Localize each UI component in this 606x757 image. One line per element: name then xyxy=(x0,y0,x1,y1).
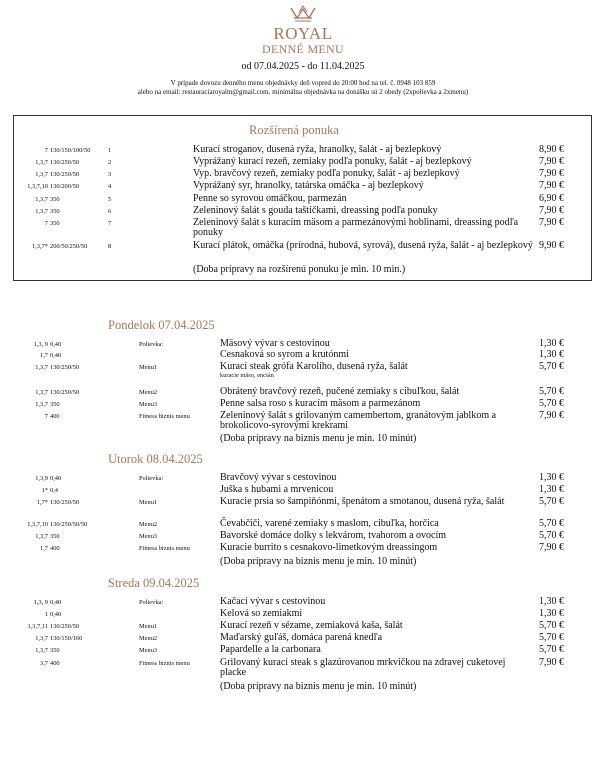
dish-description: Cesnaková so syrom a krutónmi xyxy=(220,349,349,360)
dish-price: 5,70 € xyxy=(539,530,564,541)
portion-weight: 130/250/50/50 xyxy=(50,521,88,528)
portion-weight: 400 xyxy=(50,660,60,667)
item-number: 7 xyxy=(108,220,112,227)
portion-weight: 350 xyxy=(50,533,60,540)
allergens: 1,7 xyxy=(40,545,48,552)
portion-weight: 130/250/50 xyxy=(50,171,80,178)
dish-description: Kurací stroganov, dusená ryža, hranolky, šalát - aj bezlepkový xyxy=(193,144,442,155)
portion-weight: 130/250/50 xyxy=(50,623,80,630)
allergens: 1,7* xyxy=(36,499,48,506)
dish-price: 7,90 € xyxy=(539,657,564,668)
notice-line-1: V prípade dovozu denného menu objednávky deň vopred do 20:00 hod na tel. č. 0948 103 859 xyxy=(170,79,436,87)
portion-weight: 0,4 xyxy=(50,487,58,494)
portion-weight: 130/250/50 xyxy=(50,389,80,396)
menu-subtitle: DENNÉ MENU xyxy=(262,42,344,56)
dish-price: 9,90 € xyxy=(539,240,564,251)
menu-category: Menu2 xyxy=(139,635,158,642)
menu-category: Menu1 xyxy=(139,499,158,506)
menu-category: Polievka: xyxy=(139,341,164,348)
dish-description: Zeleninový šalát s kuracím mäsom a parmezánovými hoblinami, dreassing podľa ponuky xyxy=(193,217,519,238)
allergens: 1,7 xyxy=(40,352,48,359)
dish-price: 7,90 € xyxy=(539,205,564,216)
portion-weight: 0,40 xyxy=(50,341,62,348)
dish-description: Čevabčiči, varené zemiaky s maslom, cibuľka, horčica xyxy=(220,518,439,529)
allergens: 1* xyxy=(41,487,48,494)
dish-description: Kuracie burrito s cesnakovo-limetkovým dreassingom xyxy=(220,542,438,553)
allergens: 1,3,7 xyxy=(35,401,48,408)
dish-description: Kuracie prsia so šampiňónmi, špenátom a smotanou, dusená ryža, šalát xyxy=(220,496,505,507)
item-number: 6 xyxy=(108,208,112,215)
dish-price: 5,70 € xyxy=(539,620,564,631)
dish-price: 5,70 € xyxy=(539,632,564,643)
dish-description: Kačací vývar s cestovinou xyxy=(220,596,326,607)
allergens: 1,3,7 xyxy=(35,635,48,642)
menu-category: Menu1 xyxy=(139,623,158,630)
menu-category: Fitness biznis menu xyxy=(139,545,190,552)
portion-weight: 130/200/50 xyxy=(50,183,80,190)
item-number: 8 xyxy=(108,243,112,250)
dish-price: 5,70 € xyxy=(539,496,564,507)
menu-category: Menu2 xyxy=(139,521,158,528)
preparation-note: (Doba prípravy na biznis menu je min. 10 minút) xyxy=(220,433,417,444)
dish-description: Papardelle a la carbonara xyxy=(220,644,321,655)
dish-price: 7,90 € xyxy=(539,180,564,191)
portion-weight: 350 xyxy=(50,220,60,227)
dish-price: 5,70 € xyxy=(539,518,564,529)
allergens: 1,3,7 xyxy=(35,196,48,203)
portion-weight: 130/150/100/50 xyxy=(50,147,91,154)
allergens: 1,3,7 xyxy=(35,389,48,396)
dish-price: 5,70 € xyxy=(539,361,564,372)
menu-category: Polievka: xyxy=(139,599,164,606)
allergens: 7 xyxy=(44,147,48,154)
allergens: 1,3,7,10 xyxy=(27,183,48,190)
item-number: 1 xyxy=(108,147,112,154)
menu-category: Menu3 xyxy=(139,533,158,540)
item-number: 2 xyxy=(108,159,112,166)
dish-price: 1,30 € xyxy=(539,596,564,607)
dish-price: 1,30 € xyxy=(539,472,564,483)
allergens: 3,7 xyxy=(40,660,48,667)
portion-weight: 130/150/160 xyxy=(50,635,83,642)
dish-description: Zeleninový šalát s grilovaným camembertom, granátovým jablkom a brokolicovo-syrovými krekrami xyxy=(220,410,497,431)
dish-description: Vyprážaný syr, hranolky, tatárska omáčka - aj bezlepkový xyxy=(193,180,424,191)
item-number: 4 xyxy=(108,183,112,190)
dish-price: 1,30 € xyxy=(539,349,564,360)
dish-price: 8,90 € xyxy=(539,144,564,155)
dish-price: 5,70 € xyxy=(539,386,564,397)
portion-weight: 0,40 xyxy=(50,599,62,606)
day-title: Pondelok 07.04.2025 xyxy=(108,318,215,332)
allergens: 1,3,7 xyxy=(35,208,48,215)
allergens: 1,3,7 xyxy=(35,159,48,166)
portion-weight: 350 xyxy=(50,208,60,215)
dish-description: Bravčový vývar s cestovinou xyxy=(220,472,337,483)
dish-price: 7,90 € xyxy=(539,156,564,167)
preparation-note: (Doba prípravy na rozšírenú ponuku je min. 10 min.) xyxy=(193,264,406,275)
dish-price: 7,90 € xyxy=(539,542,564,553)
item-number: 5 xyxy=(108,196,112,203)
portion-weight: 350 xyxy=(50,401,60,408)
date-range: od 07.04.2025 - do 11.04.2025 xyxy=(241,61,365,72)
allergens: 1,3, 9 xyxy=(33,599,48,606)
portion-weight: 0,40 xyxy=(50,611,62,618)
allergens: 1,3,7,10 xyxy=(27,521,48,528)
portion-weight: 350 xyxy=(50,647,60,654)
portion-weight: 130/250/50 xyxy=(50,159,80,166)
menu-category: Menu2 xyxy=(139,389,158,396)
dish-description: Penne so syrovou omáčkou, parmezán xyxy=(193,193,347,204)
dish-description: Grilovaný kurací steak s glazúrovanou mrkvičkou na zdravej cuketovej placke xyxy=(220,657,506,678)
day-title: Streda 09.04.2025 xyxy=(108,576,200,590)
allergens: 1,3,7 xyxy=(35,171,48,178)
allergens: 7 xyxy=(44,220,48,227)
dish-description: Vyp. bravčový rezeň, zemiaky podľa ponuky, šalát - aj bezlepkový xyxy=(193,168,460,179)
allergens: 1,3,7 xyxy=(35,647,48,654)
portion-weight: 400 xyxy=(50,545,60,552)
allergens: 1,3,7,11 xyxy=(27,623,48,630)
menu-category: Polievka: xyxy=(139,475,164,482)
dish-subtext: kuracie mäso, encián xyxy=(220,372,274,379)
dish-price: 1,30 € xyxy=(539,338,564,349)
crown-logo-icon xyxy=(288,4,318,24)
portion-weight: 130/250/50 xyxy=(50,364,80,371)
preparation-note: (Doba prípravy na biznis menu je min. 10 minút) xyxy=(220,556,417,567)
item-number: 3 xyxy=(108,171,112,178)
allergens: 7 xyxy=(44,413,48,420)
dish-description: Maďarský guľáš, domáca parená knedľa xyxy=(220,632,383,643)
portion-weight: 0,40 xyxy=(50,352,62,359)
menu-category: Menu1 xyxy=(139,364,158,371)
allergens: 1,3, 9 xyxy=(33,341,48,348)
menu-category: Fitness biznis menu xyxy=(139,660,190,667)
allergens: 1,3,9 xyxy=(35,475,48,482)
portion-weight: 400 xyxy=(50,413,60,420)
dish-price: 5,70 € xyxy=(539,398,564,409)
menu-category: Fitness biznis menu xyxy=(139,413,190,420)
dish-description: Kelová so zemiakmi xyxy=(220,608,303,619)
allergens: 1,3,7 xyxy=(35,533,48,540)
portion-weight: 350 xyxy=(50,196,60,203)
dish-price: 1,30 € xyxy=(539,608,564,619)
dish-description: Zeleninový šalát s gouda taštičkami, dreassing podľa ponuky xyxy=(193,205,438,216)
portion-weight: 200/50/250/50 xyxy=(50,243,88,250)
portion-weight: 130/250/50 xyxy=(50,499,80,506)
dish-price: 7,90 € xyxy=(539,217,564,228)
day-title: Utorok 08.04.2025 xyxy=(108,452,203,466)
portion-weight: 0,40 xyxy=(50,475,62,482)
allergens: 1 xyxy=(44,611,48,618)
menu-category: Menu3 xyxy=(139,647,158,654)
notice-line-2: alebo na email: restauraciaroyalm@gmail.com, minimálna objednávka na donášku sú 2 obedy (2xpolievka a 2xmenu) xyxy=(137,88,469,96)
preparation-note: (Doba prípravy na biznis menu je min. 10 minút) xyxy=(220,681,417,692)
delivery-notice xyxy=(0,79,606,97)
dish-price: 7,90 € xyxy=(539,168,564,179)
menu-header xyxy=(0,0,606,97)
brand-name: ROYAL xyxy=(273,24,333,43)
dish-price: 5,70 € xyxy=(539,644,564,655)
dish-description: Mäsový vývar s cestovinou xyxy=(220,338,330,349)
extended-menu-title: Rozšírená ponuka xyxy=(249,123,339,137)
dish-description: Kurací plátok, omáčka (prírodná, hubová, syrová), dusená ryža, šalát - aj bezlepkový xyxy=(193,240,533,251)
dish-description: Bavorské domáce dolky s lekvárom, tvahorom a ovocím xyxy=(220,530,447,541)
dish-description: Kurací steak grófa Karoliho, dusená ryža, šalát kuracie mäso, encián xyxy=(220,362,532,380)
dish-description: Kurací rezeň v sézame, zemiaková kaša, šalát xyxy=(220,620,403,631)
dish-description: Obrátený bravčový rezeň, pučené zemiaky s cibuľkou, šalát xyxy=(220,386,460,397)
dish-description: Penne salsa roso s kuracím mäsom a parmezánom xyxy=(220,398,421,409)
dish-price: 7,90 € xyxy=(539,410,564,421)
allergens: 1,3,7* xyxy=(32,243,48,250)
dish-description: Juška s hubami a mrvenicou xyxy=(220,484,334,495)
allergens: 1,3,7 xyxy=(35,364,48,371)
menu-category: Menu3 xyxy=(139,401,158,408)
dish-description: Vyprážaný kurací rezeň, zemiaky podľa ponuky, šalát - aj bezlepkový xyxy=(193,156,472,167)
dish-price: 6,90 € xyxy=(539,193,564,204)
dish-price: 1,30 € xyxy=(539,484,564,495)
